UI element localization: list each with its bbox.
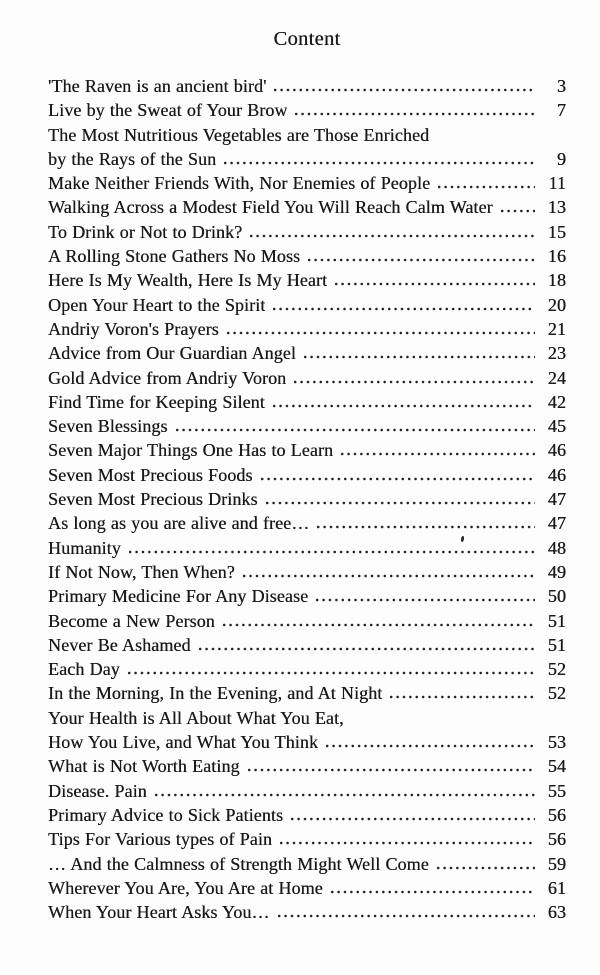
dot-leader [271, 307, 535, 311]
toc-entry-title: Advice from Our Guardian Angel [48, 343, 296, 364]
dot-leader [222, 161, 535, 165]
dot-leader [289, 817, 535, 821]
toc-page-number: 13 [547, 197, 566, 218]
dot-leader [259, 477, 535, 481]
dot-leader [278, 841, 535, 845]
toc-row [48, 681, 566, 705]
toc-page-number: 15 [547, 221, 566, 242]
toc-entry-title: Find Time for Keeping Silent [48, 391, 265, 412]
dot-leader [306, 258, 535, 262]
toc-page-number: 46 [547, 440, 566, 461]
toc-row [48, 633, 566, 657]
toc-page-number: 9 [556, 148, 566, 169]
toc-page-number: 52 [547, 683, 566, 704]
toc-entry-title: Seven Blessings [48, 416, 168, 437]
toc-row [48, 900, 566, 924]
toc-row [48, 244, 566, 268]
toc-page-number: 53 [547, 732, 566, 753]
toc-page-number: 51 [547, 634, 566, 655]
toc-row [48, 609, 566, 633]
toc-entry-title: 'The Raven is an ancient bird' [48, 76, 267, 96]
toc-entry-title: A Rolling Stone Gathers No Moss [48, 246, 301, 267]
toc-page-number: 51 [547, 610, 566, 631]
dot-leader [197, 647, 535, 651]
toc-entry-title: Walking Across a Modest Field You Will Reach Calm Water [48, 197, 493, 218]
toc-page-number: 11 [548, 173, 566, 194]
toc-entry-title: Live by the Sweat of Your Brow [48, 100, 288, 121]
toc-row [48, 730, 566, 754]
toc-row [48, 147, 566, 171]
dot-leader [272, 88, 535, 92]
toc-row [48, 803, 566, 827]
toc-entry-title: Become a New Person [48, 610, 215, 631]
dot-leader [264, 501, 535, 505]
toc-entry-title: … And the Calmness of Strength Might Well Come [48, 853, 429, 874]
toc-entry-title: by the Rays of the Sun [48, 148, 217, 169]
toc-page-number: 24 [547, 367, 566, 388]
toc-entry-title: What is Not Worth Eating [48, 756, 240, 777]
toc-page-number: 23 [547, 343, 566, 364]
toc-entry-title: Your Health is All About What You Eat, [48, 707, 344, 728]
toc-entry-title: Humanity [48, 537, 121, 558]
toc-page-number: 56 [547, 804, 566, 825]
toc-entry-title: Gold Advice from Andriy Voron [48, 367, 287, 388]
dot-leader [314, 598, 535, 602]
dot-leader [246, 768, 535, 772]
toc-entry-title: Seven Most Precious Foods [48, 464, 253, 485]
toc-entry-title: As long as you are alive and free… [48, 513, 310, 534]
dot-leader [339, 452, 535, 456]
dot-leader [225, 331, 535, 335]
toc-row [48, 390, 566, 414]
toc-entry-title: Tips For Various types of Pain [48, 829, 273, 850]
dot-leader [126, 671, 535, 675]
toc-row [48, 268, 566, 292]
dot-leader [276, 914, 535, 918]
toc-row [48, 487, 566, 511]
dot-leader [153, 793, 535, 797]
toc-entry-title: Disease. Pain [48, 780, 147, 801]
toc-page-number: 48 [547, 537, 566, 558]
toc-page-number: 55 [547, 780, 566, 801]
toc-page-number: 46 [547, 464, 566, 485]
toc-entry-title: Andriy Voron's Prayers [48, 318, 219, 339]
page-title: Content [273, 28, 341, 50]
toc-row [48, 584, 566, 608]
dot-leader [499, 209, 535, 213]
toc-page-number: 20 [547, 294, 566, 315]
toc-row [48, 366, 566, 390]
toc-entry-title: If Not Now, Then When? [48, 561, 235, 582]
toc-page-number: 47 [547, 513, 566, 534]
toc-entry-title: Here Is My Wealth, Here Is My Heart [48, 270, 328, 291]
toc-entry-title: Primary Advice to Sick Patients [48, 804, 284, 825]
toc-row [48, 220, 566, 244]
toc-page-number: 52 [547, 659, 566, 680]
toc-row [48, 414, 566, 438]
toc-entry-title: Wherever You Are, You Are at Home [48, 877, 323, 898]
toc-list [48, 74, 566, 924]
toc-row [48, 706, 566, 730]
toc-row [48, 779, 566, 803]
dot-leader [293, 112, 535, 116]
toc-row [48, 98, 566, 122]
toc-row [48, 754, 566, 778]
dot-leader [388, 695, 535, 699]
dot-leader [315, 525, 535, 529]
toc-row [48, 293, 566, 317]
toc-page-number: 50 [547, 586, 566, 607]
toc-row [48, 171, 566, 195]
toc-page-number: 49 [547, 561, 566, 582]
toc-entry-title: The Most Nutritious Vegetables are Those Enriched [48, 124, 430, 145]
dot-leader [292, 380, 535, 384]
toc-page-number: 42 [547, 391, 566, 412]
toc-page-number: 16 [547, 246, 566, 267]
dot-leader [241, 574, 535, 578]
toc-page-number: 21 [547, 318, 566, 339]
toc-page-number: 47 [547, 489, 566, 510]
toc-entry-title: Open Your Heart to the Spirit [48, 294, 266, 315]
toc-page-number: 56 [547, 829, 566, 850]
toc-row [48, 852, 566, 876]
toc-entry-title: Seven Most Precious Drinks [48, 489, 258, 510]
toc-row [48, 657, 566, 681]
toc-row [48, 317, 566, 341]
toc-page-number: 3 [556, 76, 566, 96]
toc-entry-title: In the Morning, In the Evening, and At Night [48, 683, 383, 704]
dot-leader [324, 744, 535, 748]
dot-leader [435, 866, 535, 870]
dot-leader [174, 428, 535, 432]
toc-page-number: 54 [547, 756, 566, 777]
toc-entry-title: Make Neither Friends With, Nor Enemies of People [48, 173, 431, 194]
dot-leader [127, 550, 535, 554]
toc-page-number: 18 [547, 270, 566, 291]
dot-leader [329, 890, 535, 894]
toc-page-number: 61 [547, 877, 566, 898]
toc-row [48, 195, 566, 219]
toc-entry-title: Never Be Ashamed [48, 634, 191, 655]
dot-leader [436, 185, 535, 189]
toc-page-number: 45 [547, 416, 566, 437]
dot-leader [271, 404, 535, 408]
toc-page-number: 7 [556, 100, 566, 121]
toc-entry-title: When Your Heart Asks You… [48, 902, 270, 923]
dot-leader [248, 234, 535, 238]
toc-row [48, 827, 566, 851]
toc-entry-title: Each Day [48, 659, 120, 680]
toc-entry-title: How You Live, and What You Think [48, 732, 319, 753]
toc-row [48, 463, 566, 487]
toc-page-number: 59 [547, 853, 566, 874]
toc-row [48, 536, 566, 560]
toc-entry-title: Seven Major Things One Has to Learn [48, 440, 334, 461]
toc-row [48, 74, 566, 98]
toc-row [48, 876, 566, 900]
toc-row [48, 438, 566, 462]
toc-entry-title: To Drink or Not to Drink? [48, 221, 243, 242]
dot-leader [333, 282, 535, 286]
toc-row [48, 123, 566, 147]
toc-row [48, 511, 566, 535]
dot-leader [302, 355, 535, 359]
toc-entry-title: Primary Medicine For Any Disease [48, 586, 309, 607]
toc-row [48, 341, 566, 365]
toc-page-number: 63 [547, 902, 566, 923]
dot-leader [221, 623, 535, 627]
toc-row [48, 560, 566, 584]
